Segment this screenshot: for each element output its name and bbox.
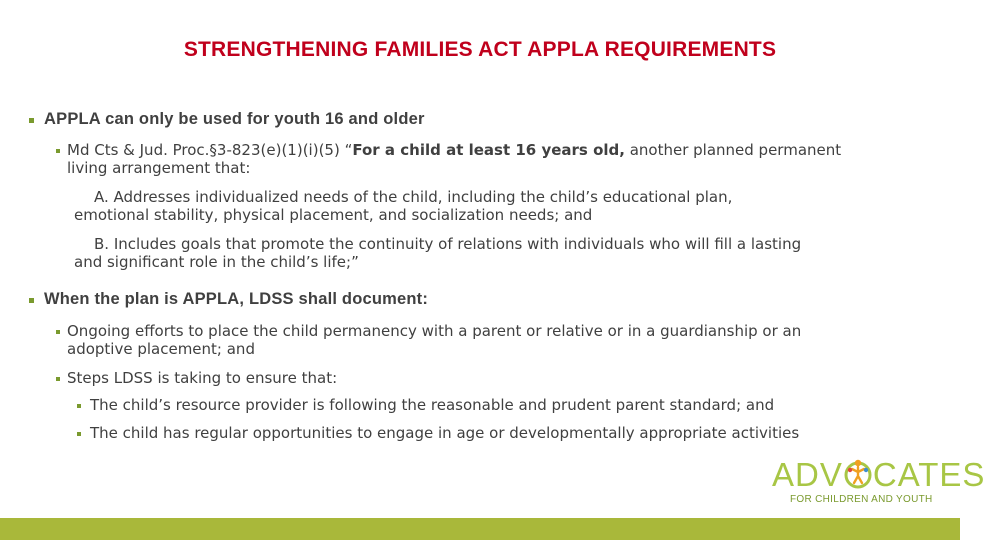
bullet-icon: [56, 330, 60, 334]
logo-tagline: FOR CHILDREN AND YOUTH: [790, 494, 933, 505]
subpoint1: The child’s resource provider is following the reasonable and prudent parent standard; and: [90, 396, 775, 414]
item-a: [74, 188, 934, 224]
item-a-line2: emotional stability, physical placement, and socialization needs; and: [74, 206, 593, 224]
item-b-line1: B. Includes goals that promote the continuity of relations with individuals who will fill a lasting: [94, 235, 802, 253]
footer-bar: [0, 518, 960, 540]
point1-line1: Ongoing efforts to place the child permanency with a parent or relative or in a guardianship or an: [67, 322, 802, 340]
section2-heading: When the plan is APPLA, LDSS shall document:: [44, 290, 429, 308]
bullet-icon: [77, 432, 81, 436]
citation-text: [67, 141, 947, 177]
children-figure-icon: [843, 458, 873, 488]
subpoint2: The child has regular opportunities to engage in age or developmentally appropriate activities: [90, 424, 800, 442]
bullet-icon: [77, 404, 81, 408]
bullet-icon: [56, 377, 60, 381]
advocates-logo: [772, 456, 985, 508]
item-b: [74, 235, 934, 271]
bullet-icon: [56, 149, 60, 153]
point1: [67, 322, 947, 358]
logo-wordmark: [772, 458, 985, 491]
bullet-icon: [29, 118, 34, 123]
citation-prefix: Md Cts & Jud. Proc.§3-823(e)(1)(i)(5) “: [67, 141, 353, 159]
logo-part1: ADV: [772, 456, 843, 493]
point1-line2: adoptive placement; and: [67, 340, 255, 358]
bullet-icon: [29, 298, 34, 303]
citation-bold: For a child at least 16 years old,: [352, 141, 625, 159]
citation-line2: living arrangement that:: [67, 159, 251, 177]
item-a-line1: A. Addresses individualized needs of the child, including the child’s educational plan,: [94, 188, 733, 206]
section1-heading: APPLA can only be used for youth 16 and older: [44, 110, 425, 128]
point2: Steps LDSS is taking to ensure that:: [67, 369, 338, 387]
logo-part2: CATES: [872, 456, 985, 493]
citation-suffix: another planned permanent: [624, 141, 842, 159]
slide-title: STRENGTHENING FAMILIES ACT APPLA REQUIREMENTS: [183, 38, 777, 61]
item-b-line2: and significant role in the child’s life;”: [74, 253, 359, 271]
